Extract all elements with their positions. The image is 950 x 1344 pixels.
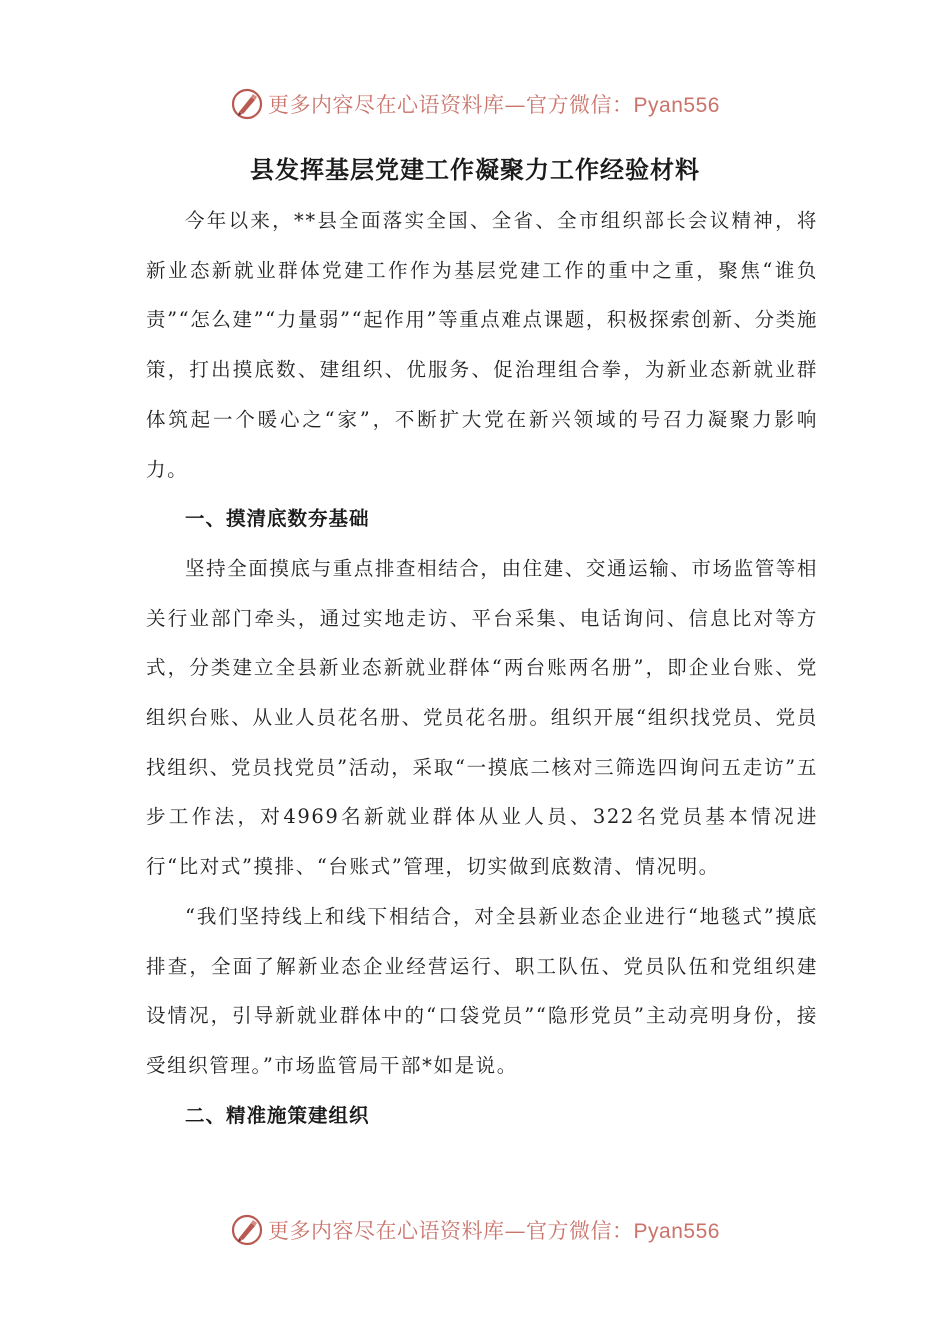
watermark-text (268, 89, 720, 119)
pen-nib-icon (230, 87, 264, 121)
section1-paragraph-1: 坚持全面摸底与重点排查相结合，由住建、交通运输、市场监管等相关行业部门牵头，通过实地走访、平台采集、电话询问、信息比对等方式，分类建立全县新业态新就业群体“两台账两名册”，即企业台账、党组织台账、从业人员花名册、党员花名册。组织开展“组织找党员、党员找组织、党员找党员”活动，采取“一摸底二核对三筛选四询问五走访”五步工作法，对4969名新就业群体从业人员、322名党员基本情况进行“比对式”摸排、“台账式”管理，切实做到底数清、情况明。 (146, 556, 819, 879)
section-heading-1: 一、摸清底数夯基础 (185, 507, 370, 531)
pen-nib-icon (230, 1213, 264, 1247)
intro-paragraph: 今年以来，**县全面落实全国、全省、全市组织部长会议精神，将新业态新就业群体党建工作作为基层党建工作的重中之重，聚焦“谁负责”“怎么建”“力量弱”“起作用”等重点难点课题，积极探索创新、分类施策，打出摸底数、建组织、优服务、促治理组合拳，为新业态新就业群体筑起一个暖心之“家”，不断扩大党在新兴领域的号召力凝聚力影响力。 (146, 209, 818, 481)
document-title: 县发挥基层党建工作凝聚力工作经验材料 (250, 156, 700, 184)
wechat-id: Pyan556 (633, 1220, 720, 1243)
watermark-label: 更多内容尽在心语资料库—官方微信： (268, 1219, 634, 1243)
document-body (146, 196, 818, 1140)
section1-paragraph-2: “我们坚持线上和线下相结合，对全县新业态企业进行“地毯式”摸底排查，全面了解新业态企业经营运行、职工队伍、党员队伍和党组织建设情况，引导新就业群体中的“口袋党员”“隐形党员”主动亮明身份，接受组织管理。”市场监管局干部*如是说。 (146, 904, 818, 1077)
watermark-text (268, 1215, 720, 1245)
header-watermark-banner (0, 84, 950, 124)
section-heading-2: 二、精准施策建组织 (185, 1103, 370, 1127)
watermark-label: 更多内容尽在心语资料库—官方微信： (268, 93, 634, 117)
wechat-id: Pyan556 (633, 94, 720, 117)
footer-watermark-banner (0, 1210, 950, 1250)
